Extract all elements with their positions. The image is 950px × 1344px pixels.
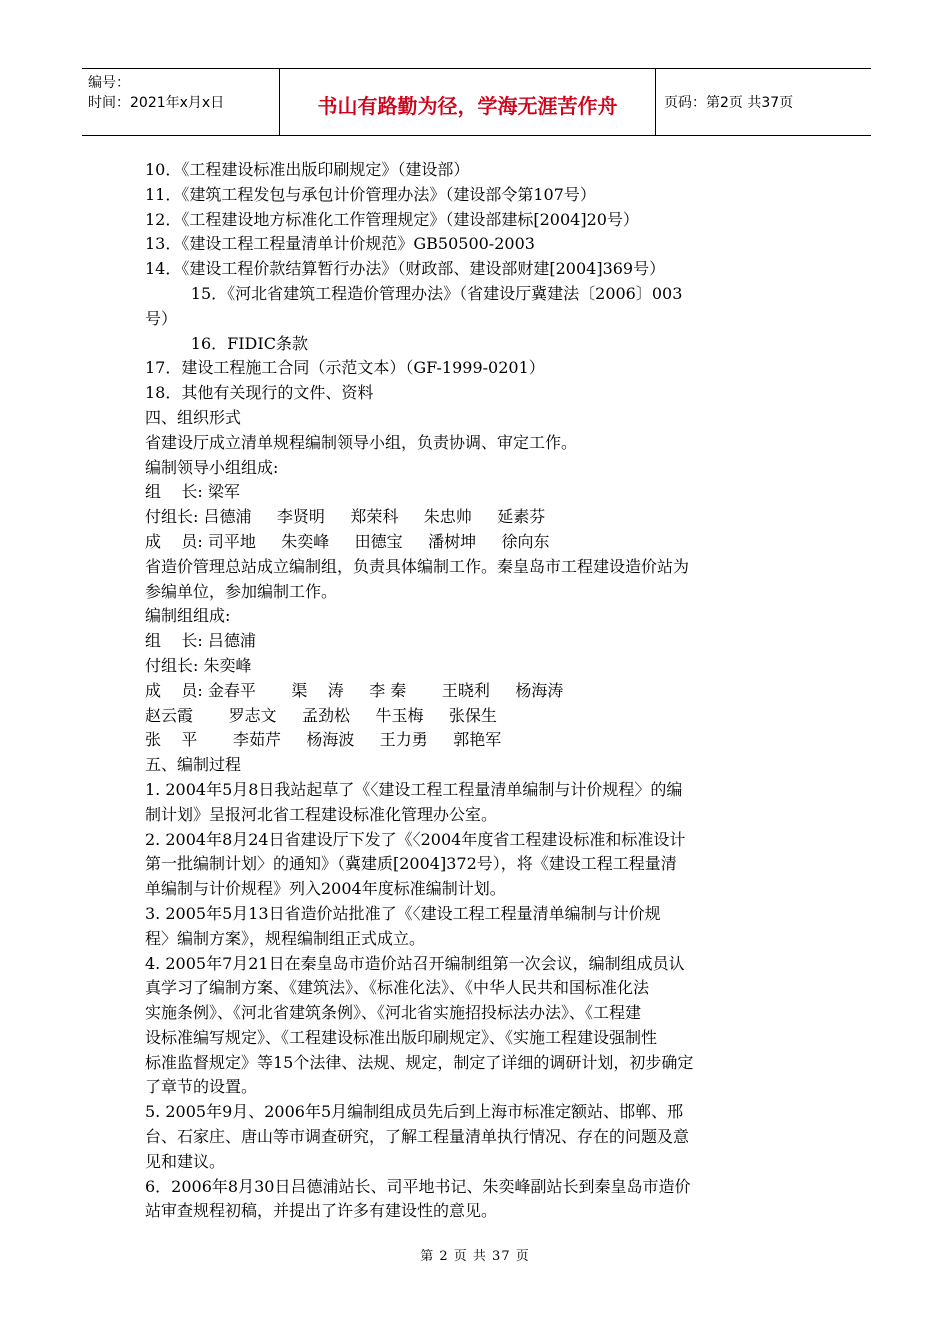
- text-line: 5. 2005年9月、2006年5月编制组成员先后到上海市标准定额站、邯郸、邢: [145, 1102, 684, 1122]
- page-footer: 第 2 页 共 37 页: [420, 1249, 530, 1264]
- text-line: 成 员: 司平地 朱奕峰 田德宝 潘树坤 徐向东: [145, 531, 550, 551]
- document-date-label: 时间：2021年x月x日: [88, 95, 225, 111]
- text-line: 制计划》呈报河北省工程建设标准化管理办公室。: [145, 804, 498, 824]
- text-line: 10．《工程建设标准出版印刷规定》（建设部）: [145, 160, 470, 179]
- text-line: 程〉编制方案》，规程编制组正式成立。: [145, 928, 426, 948]
- text-line: 15．《河北省建筑工程造价管理办法》（省建设厅冀建法〔2006〕003: [145, 283, 683, 303]
- text-line: 赵云霞 罗志文 孟劲松 牛玉梅 张保生: [145, 705, 497, 725]
- text-line: 1. 2004年5月8日我站起草了《〈建设工程工程量清单编制与计价规程〉的编: [145, 779, 683, 799]
- text-line: 11．《建筑工程发包与承包计价管理办法》（建设部令第107号）: [145, 184, 596, 204]
- text-line: 组 长: 吕德浦: [145, 631, 256, 651]
- text-line: 台、石家庄、唐山等市调查研究，了解工程量清单执行情况、存在的问题及意: [145, 1127, 690, 1147]
- text-line: 2. 2004年8月24日省建设厅下发了《〈2004年度省工程建设标准和标准设计: [145, 829, 686, 849]
- header-motto: 书山有路勤为径，学海无涯苦作舟: [280, 69, 656, 135]
- text-line: 付组长: 吕德浦 李贤明 郑荣科 朱忠帅 延素芬: [145, 507, 546, 527]
- header-page-indicator: 页码：第2页 共37页: [664, 95, 794, 111]
- text-line: 四、组织形式: [145, 407, 242, 427]
- text-line: 了章节的设置。: [145, 1077, 258, 1097]
- text-line: 编制领导小组组成:: [145, 457, 279, 477]
- text-line: 17．建设工程施工合同（示范文本）（GF-1999-0201）: [145, 358, 545, 378]
- text-line: 参编单位，参加编制工作。: [145, 581, 338, 601]
- page-header: [82, 68, 871, 136]
- text-line: 站审查规程初稿，并提出了许多有建设性的意见。: [145, 1201, 498, 1221]
- text-line: 五、编制过程: [145, 755, 242, 775]
- text-line: 标准监督规定》等15个法律、法规、规定，制定了详细的调研计划，初步确定: [145, 1052, 694, 1072]
- text-line: 18．其他有关现行的文件、资料: [145, 383, 374, 403]
- text-line: 单编制与计价规程》列入2004年度标准编制计划。: [145, 879, 506, 899]
- text-line: 省造价管理总站成立编制组，负责具体编制工作。秦皇岛市工程建设造价站为: [145, 556, 690, 576]
- document-number-label: 编号：: [88, 75, 130, 91]
- text-line: 6．2006年8月30日吕德浦站长、司平地书记、朱奕峰副站长到秦皇岛市造价: [145, 1176, 691, 1196]
- text-line: 真学习了编制方案、《建筑法》、《标准化法》、《中华人民共和国标准化法: [145, 978, 650, 998]
- text-line: 3. 2005年5月13日省造价站批准了《〈建设工程工程量清单编制与计价规: [145, 903, 661, 923]
- text-line: 第一批编制计划〉的通知》（冀建质[2004]372号），将《建设工程工程量清: [145, 854, 677, 874]
- text-line: 省建设厅成立清单规程编制领导小组，负责协调、审定工作。: [145, 432, 578, 452]
- text-line: 成 员: 金春平 渠 涛 李 秦 王晓利 杨海涛: [145, 680, 564, 700]
- text-line: 16．FIDIC条款: [145, 333, 308, 353]
- document-body: [145, 158, 810, 1224]
- text-line: 见和建议。: [145, 1151, 226, 1171]
- text-line: 付组长: 朱奕峰: [145, 655, 252, 675]
- header-meta-cell: [82, 69, 280, 135]
- text-line: 4. 2005年7月21日在秦皇岛市造价站召开编制组第一次会议，编制组成员认: [145, 953, 685, 973]
- text-line: 实施条例》、《河北省建筑条例》、《河北省实施招投标法办法》、《工程建: [145, 1003, 642, 1023]
- text-line: 13．《建设工程工程量清单计价规范》GB50500-2003: [145, 234, 535, 254]
- text-line: 编制组组成:: [145, 606, 231, 626]
- text-line: 张 平 李茹芹 杨海波 王力勇 郭艳军: [145, 730, 502, 750]
- text-line: 12．《工程建设地方标准化工作管理规定》（建设部建标[2004]20号）: [145, 209, 639, 229]
- text-line: 组 长: 梁军: [145, 482, 240, 502]
- text-line: 设标准编写规定》、《工程建设标准出版印刷规定》、《实施工程建设强制性: [145, 1027, 658, 1047]
- text-line: 14．《建设工程价款结算暂行办法》（财政部、建设部财建[2004]369号）: [145, 259, 666, 279]
- text-line: 号）: [145, 308, 178, 328]
